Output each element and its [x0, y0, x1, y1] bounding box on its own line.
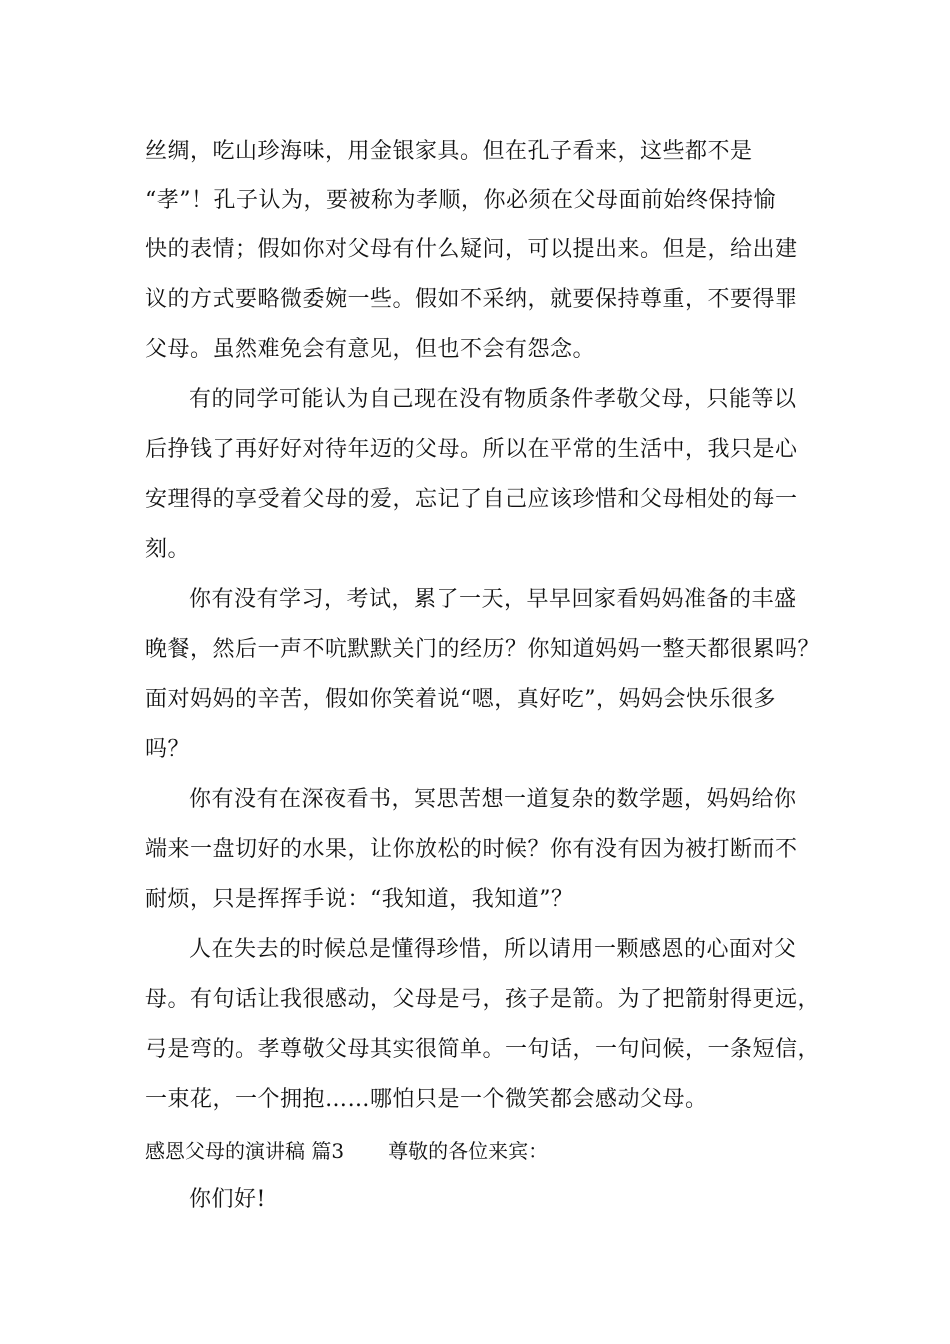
- paragraph-1-line-4: 议的方式要略微委婉一些。假如不采纳，就要保持尊重，不要得罪: [145, 287, 798, 312]
- paragraph-4-line-1: 你有没有在深夜看书，冥思苦想一道复杂的数学题，妈妈给你: [189, 787, 797, 812]
- paragraph-3-line-1: 你有没有学习，考试，累了一天，早早回家看妈妈准备的丰盛: [189, 587, 797, 612]
- paragraph-5-line-4: 一束花，一个拥抱……哪怕只是一个微笑都会感动父母。: [145, 1087, 708, 1112]
- paragraph-3-line-3: 面对妈妈的辛苦，假如你笑着说“嗯，真好吃”，妈妈会快乐很多: [145, 687, 776, 712]
- paragraph-2-line-4: 刻。: [145, 537, 191, 562]
- paragraph-5-line-3: 弓是弯的。孝尊敬父母其实很简单。一句话，一句问候，一条短信，: [145, 1037, 821, 1062]
- paragraph-4-line-3: 耐烦，只是挥挥手说：“我知道，我知道”？: [145, 887, 574, 912]
- paragraph-3-line-4: 吗？: [145, 737, 191, 762]
- section-heading: [145, 1138, 548, 1164]
- paragraph-1-line-3: 快的表情；假如你对父母有什么疑问，可以提出来。但是，给出建: [145, 237, 798, 262]
- paragraph-2-line-3: 安理得的享受着父母的爱，忘记了自己应该珍惜和父母相处的每一: [145, 487, 798, 512]
- paragraph-1-line-2: “孝”！孔子认为，要被称为孝顺，你必须在父母面前始终保持愉: [145, 188, 776, 213]
- paragraph-3-line-2: 晚餐，然后一声不吭默默关门的经历？你知道妈妈一整天都很累吗？: [145, 637, 821, 662]
- paragraph-2-line-1: 有的同学可能认为自己现在没有物质条件孝敬父母，只能等以: [189, 387, 797, 412]
- section-title: 感恩父母的演讲稿 篇3: [145, 1139, 345, 1163]
- paragraph-1-line-1: 丝绸，吃山珍海味，用金银家具。但在孔子看来，这些都不是: [145, 139, 753, 164]
- section-salutation: 尊敬的各位来宾：: [388, 1139, 549, 1163]
- paragraph-4-line-2: 端来一盘切好的水果，让你放松的时候？你有没有因为被打断而不: [145, 837, 798, 862]
- paragraph-1-line-5: 父母。虽然难免会有意见，但也不会有怨念。: [145, 337, 596, 362]
- section-greeting: 你们好!: [189, 1187, 266, 1212]
- paragraph-5-line-1: 人在失去的时候总是懂得珍惜，所以请用一颗感恩的心面对父: [189, 937, 797, 962]
- paragraph-5-line-2: 母。有句话让我很感动，父母是弓，孩子是箭。为了把箭射得更远，: [145, 987, 821, 1012]
- paragraph-2-line-2: 后挣钱了再好好对待年迈的父母。所以在平常的生活中，我只是心: [145, 437, 798, 462]
